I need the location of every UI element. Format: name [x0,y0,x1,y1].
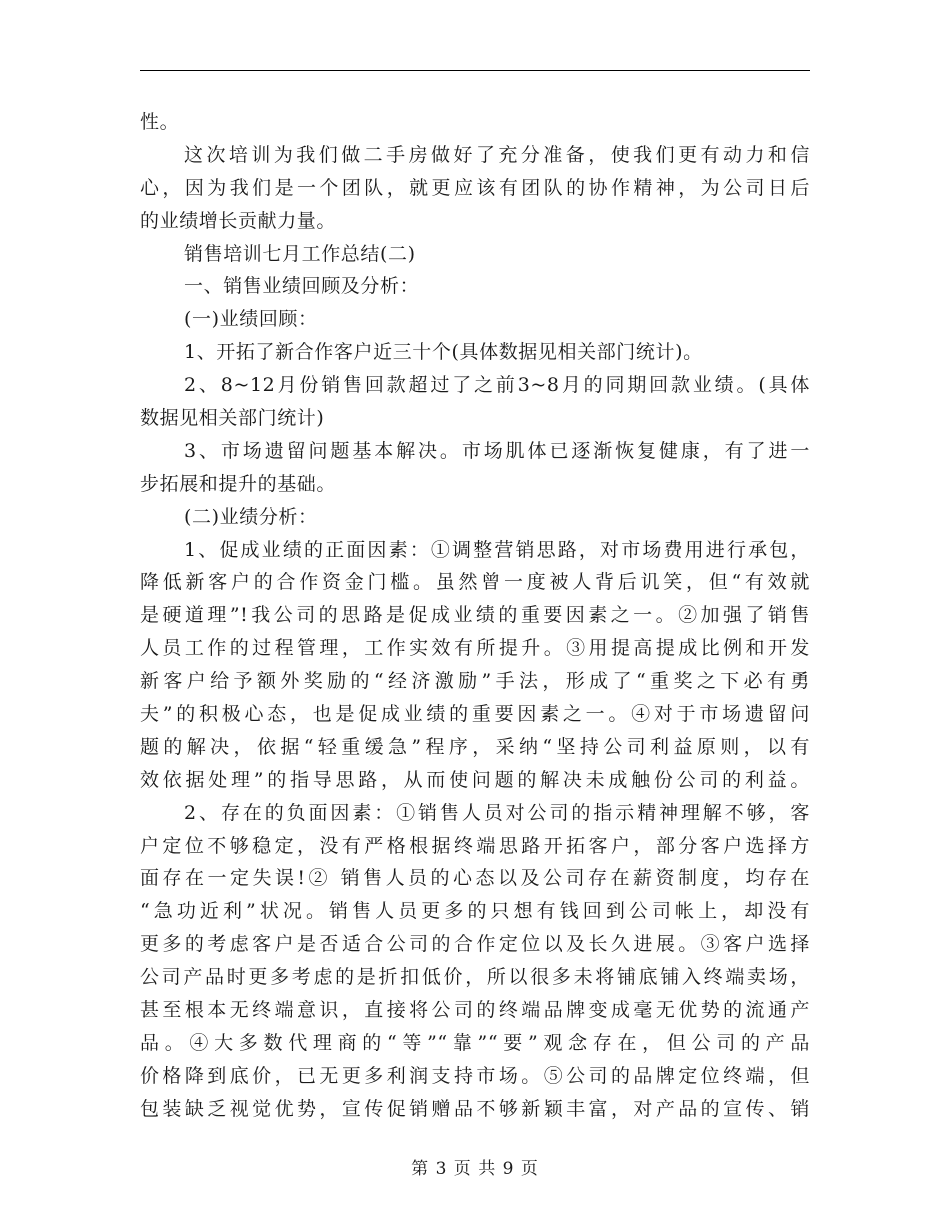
text-line: 更多的考虑客户是否适合公司的合作定位以及长久进展。③客户选择 [140,933,810,956]
text-line: 数据见相关部门统计) [140,407,325,430]
text-line: 心，因为我们是一个团队，就更应该有团队的协作精神，为公司日后 [140,176,810,199]
text-line: 效依据处理”的指导思路，从而使问题的解决未成触份公司的利益。 [140,768,810,791]
text-line: 一、销售业绩回顾及分析： [184,275,420,298]
text-line: 2、存在的负面因素：①销售人员对公司的指示精神理解不够，客 [184,801,810,824]
text-line: 1、开拓了新合作客户近三十个(具体数据见相关部门统计)。 [184,341,703,364]
document-body [140,106,810,1126]
text-line: 2、8~12月份销售回款超过了之前3~8月的同期回款业绩。(具体 [184,374,810,397]
header-rule [140,70,810,71]
text-line: 夫”的积极心态，也是促成业绩的重要因素之一。④对于市场遗留问 [140,703,810,726]
text-line: 人员工作的过程管理，工作实效有所提升。③用提高提成比例和开发 [140,637,810,660]
text-line: 户定位不够稳定，没有严格根据终端思路开拓客户，部分客户选择方 [140,834,810,857]
text-line: 1、促成业绩的正面因素：①调整营销思路，对市场费用进行承包， [184,538,810,561]
text-line: 包装缺乏视觉优势，宣传促销赠品不够新颖丰富，对产品的宣传、销 [140,1097,810,1120]
text-line: 是硬道理”!我公司的思路是促成业绩的重要因素之一。②加强了销售 [140,604,810,627]
text-line: 品。④大多数代理商的“等”“靠”“要”观念存在，但公司的产品 [140,1031,810,1054]
text-line: 的业绩增长贡献力量。 [140,209,337,232]
text-line: 3、市场遗留问题基本解决。市场肌体已逐渐恢复健康，有了进一 [184,439,810,462]
text-line: 新客户给予额外奖励的“经济激励”手法，形成了“重奖之下必有勇 [140,670,810,693]
text-line: 甚至根本无终端意识，直接将公司的终端品牌变成毫无优势的流通产 [140,999,810,1022]
page-footer: 第 3 页 共 9 页 [411,1159,539,1179]
text-line: 面存在一定失误!② 销售人员的心态以及公司存在薪资制度，均存在 [140,867,810,890]
text-line: 价格降到底价，已无更多利润支持市场。⑤公司的品牌定位终端，但 [140,1064,810,1087]
text-line: (二)业绩分析： [184,505,318,528]
text-line: (一)业绩回顾： [184,308,318,331]
text-line: “急功近利”状况。销售人员更多的只想有钱回到公司帐上，却没有 [140,900,810,923]
text-line: 这次培训为我们做二手房做好了充分准备，使我们更有动力和信 [184,143,810,166]
text-line: 公司产品时更多考虑的是折扣低价，所以很多未将铺底铺入终端卖场， [140,966,810,989]
text-line: 降低新客户的合作资金门槛。虽然曾一度被人背后讥笑，但“有效就 [140,571,810,594]
text-line: 性。 [140,111,180,133]
text-line: 销售培训七月工作总结(二) [184,242,416,265]
text-line: 步拓展和提升的基础。 [140,472,337,495]
text-line: 题的解决，依据“轻重缓急”程序，采纳“坚持公司利益原则，以有 [140,735,810,758]
